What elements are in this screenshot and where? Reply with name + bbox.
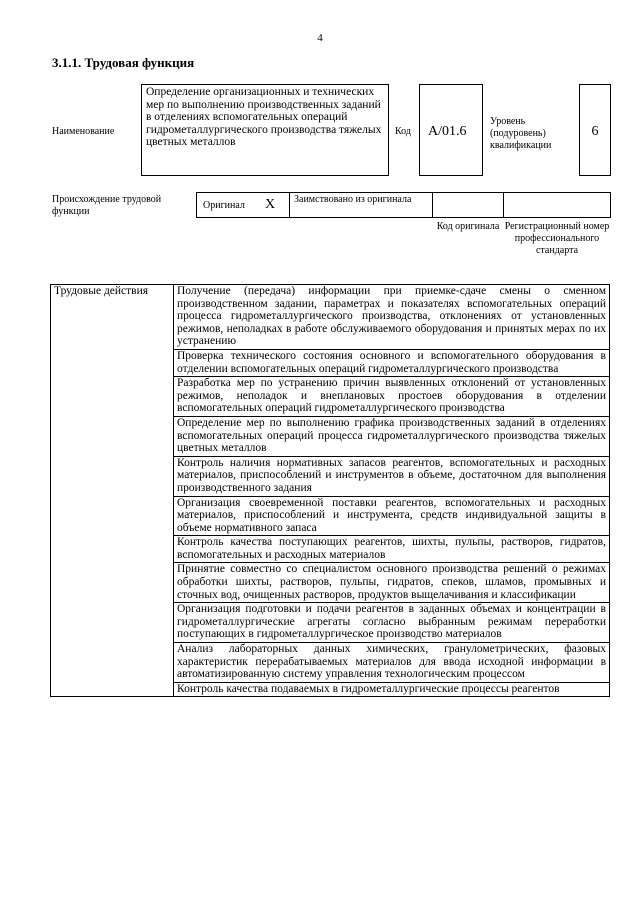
labor-action-item: Разработка мер по устранению причин выявленных отклонений от установленных режимов, неполадок и внеплановых простоев оборудования в отделении вспомогательных операций гидрометаллургического производства [174, 377, 610, 417]
original-code-box [432, 192, 504, 218]
qualification-level-label: Уровень (подуровень) квалификации [490, 116, 552, 151]
labor-action-item: Проверка технического состояния основного и вспомогательного оборудования в отделении вспомогательных операций гидрометаллургического производства [174, 349, 610, 376]
code-box [419, 84, 483, 176]
table-row [51, 285, 610, 350]
borrowed-box [289, 192, 433, 218]
labor-action-item: Определение мер по выполнению графика производственных заданий в отделениях вспомогательных операций процесса гидрометаллургического производства тяжелых цветных металлов [174, 416, 610, 456]
level-box [579, 84, 611, 176]
level-value: 6 [591, 124, 599, 139]
page-number: 4 [317, 32, 323, 44]
function-name-value: Определение организационных и технических мер по выполнению производственных заданий в отделениях вспомогательных операций гидрометаллургического производства тяжелых цветных металлов [146, 86, 382, 149]
original-box [196, 192, 290, 218]
labor-action-item: Получение (передача) информации при приемке-сдаче смены о сменном производственном задании, параметрах и показателях вспомогательных операций процесса гидрометаллургического производства, отклонениях от установленных режимов, неполадках в работе обслуживаемого оборудования и принятых мерах по их устранению [174, 285, 610, 350]
original-label: Оригинал [203, 200, 245, 211]
origin-label: Происхождение трудовой функции [52, 194, 162, 217]
borrowed-label: Заимствовано из оригинала [294, 194, 412, 205]
function-name-box [141, 84, 389, 176]
labor-action-item: Организация своевременной поставки реагентов, вспомогательных и расходных материалов, приспособлений и инструмента, средств индивидуальной защиты в объеме нормативного запаса [174, 496, 610, 536]
labor-actions-header: Трудовые действия [51, 285, 174, 697]
labor-action-item: Анализ лабораторных данных химических, гранулометрических, фазовых характеристик перерабатываемых материалов для ввода исходной информации в автоматизированную систему управления технологическим процессом [174, 643, 610, 683]
original-mark: X [265, 197, 276, 212]
labor-action-item: Контроль наличия нормативных запасов реагентов, вспомогательных и расходных материалов, приспособлений и инструментов в объеме, достаточном для выполнения производственного задания [174, 456, 610, 496]
name-label: Наименование [52, 126, 115, 137]
code-label: Код [395, 126, 411, 137]
original-code-caption: Код оригинала [436, 221, 500, 232]
labor-action-item: Контроль качества поступающих реагентов, шихты, пульпы, растворов, гидратов, вспомогательных и расходных материалов [174, 536, 610, 563]
registration-number-caption: Регистрационный номер профессионального стандарта [504, 221, 610, 256]
labor-action-item: Контроль качества подаваемых в гидрометаллургические процессы реагентов [174, 682, 610, 697]
labor-action-item: Принятие совместно со специалистом основного производства решений о режимах обработки шихты, растворов, пульпы, гидратов, спеков, шламов, промывных и сточных вод, очищенных растворов, продуктов выщелачивания и классификации [174, 563, 610, 603]
labor-action-item: Организация подготовки и подачи реагентов в заданных объемах и концентрации в гидрометаллургические агрегаты согласно выбранным режимам переработки поступающих в гидрометаллургическое производство материалов [174, 603, 610, 643]
labor-actions-table [50, 284, 610, 697]
registration-number-box [503, 192, 611, 218]
section-title: 3.1.1. Трудовая функция [52, 55, 195, 70]
code-value: A/01.6 [428, 124, 467, 139]
